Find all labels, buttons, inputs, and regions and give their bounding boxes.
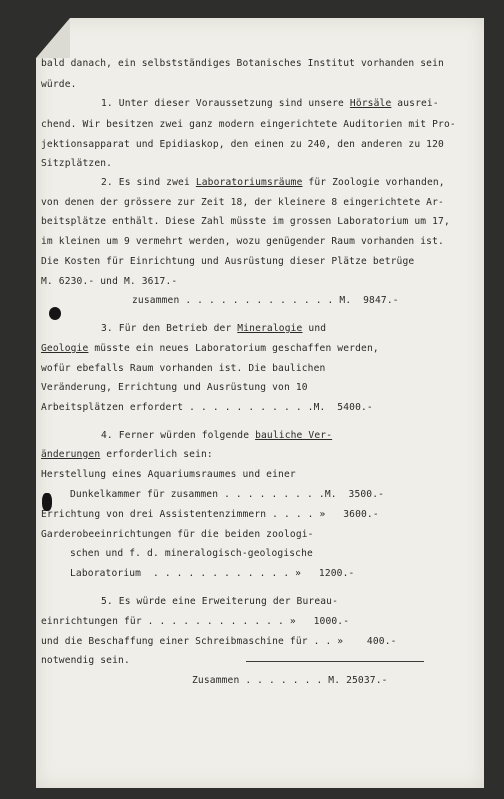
text-line: M. 6230.- und M. 3617.-	[41, 276, 178, 287]
underlined-term-geologie: Geologie	[41, 343, 89, 354]
text-line: Garderobeeinrichtungen für die beiden zoologi-	[41, 529, 314, 540]
text-line: 5. Es würde eine Erweiterung der Bureau-	[101, 596, 339, 607]
folded-corner	[36, 18, 70, 58]
paragraph-3-line	[101, 323, 326, 335]
text-line: Herstellung eines Aquariumsraumes und einer	[41, 469, 296, 480]
text-segment: müsste ein neues Laboratorium geschaffen werden,	[88, 343, 379, 354]
text-segment: und	[302, 323, 327, 334]
punch-hole-upper	[49, 307, 61, 320]
text-line: beitsplätze enthält. Diese Zahl müsste im grossen Laboratorium um 17,	[41, 216, 450, 227]
text-segment: 1. Unter dieser Voraussetzung sind unsere	[101, 98, 350, 109]
text-segment: 3. Für den Betrieb der	[101, 323, 238, 334]
grand-total-line: Zusammen . . . . . . . M. 25037.-	[192, 675, 388, 686]
text-segment: erforderlich sein:	[100, 449, 213, 460]
subtotal-line: zusammen . . . . . . . . . . . . . M. 9847.-	[132, 295, 399, 306]
text-line: von denen der grössere zur Zeit 18, der kleinere 8 eingerichtete Ar-	[41, 197, 444, 208]
total-rule	[246, 661, 424, 662]
text-line: bald danach, ein selbstständiges Botanisches Institut vorhanden sein	[41, 58, 444, 69]
cost-line: Errichtung von drei Assistentenzimmern . . . . » 3600.-	[41, 509, 379, 520]
text-line: Die Kosten für Einrichtung und Ausrüstung dieser Plätze betrüge	[41, 256, 415, 267]
text-line: notwendig sein.	[41, 655, 130, 666]
cost-line: Dunkelkammer für zusammen . . . . . . . . .M. 3500.-	[70, 489, 385, 500]
paragraph-1-line	[101, 98, 439, 110]
paragraph-4-line	[101, 430, 332, 442]
underlined-term-mineralogie: Mineralogie	[237, 323, 303, 334]
paragraph-4-line	[41, 449, 213, 461]
text-line: im kleinen um 9 vermehrt werden, wozu genügender Raum vorhanden ist.	[41, 236, 444, 247]
text-line: jektionsapparat und Epidiaskop, den einen zu 240, den anderen zu 120	[41, 139, 444, 150]
text-segment: für Zoologie vorhanden,	[302, 177, 445, 188]
underlined-term-laboratoriumsraeume: Laboratoriumsräume	[195, 177, 303, 188]
cost-line: Laboratorium . . . . . . . . . . . . » 1200.-	[70, 568, 355, 579]
text-line: wofür ebefalls Raum vorhanden ist. Die baulichen	[41, 363, 326, 374]
underlined-term-bauliche: bauliche Ver-	[255, 430, 333, 441]
text-segment: 2. Es sind zwei	[101, 177, 196, 188]
paragraph-2-line	[101, 177, 445, 189]
cost-line: und die Beschaffung einer Schreibmaschine für . . » 400.-	[41, 636, 397, 647]
text-line: Sitzplätzen.	[41, 158, 113, 169]
cost-line: Arbeitsplätzen erfordert . . . . . . . . . . .M. 5400.-	[41, 402, 373, 413]
underlined-term-aenderungen: änderungen	[41, 449, 101, 460]
text-segment: 4. Ferner würden folgende	[101, 430, 256, 441]
paragraph-3-line	[41, 343, 379, 355]
text-segment: ausrei-	[391, 98, 439, 109]
text-line: chend. Wir besitzen zwei ganz modern eingerichtete Auditorien mit Pro-	[41, 119, 456, 130]
underlined-term-hoersaele: Hörsäle	[349, 98, 392, 109]
text-line: würde.	[41, 79, 77, 90]
text-line: schen und f. d. mineralogisch-geologische	[70, 548, 313, 559]
text-line: Veränderung, Errichtung und Ausrüstung von 10	[41, 382, 308, 393]
cost-line: einrichtungen für . . . . . . . . . . . . » 1000.-	[41, 616, 350, 627]
